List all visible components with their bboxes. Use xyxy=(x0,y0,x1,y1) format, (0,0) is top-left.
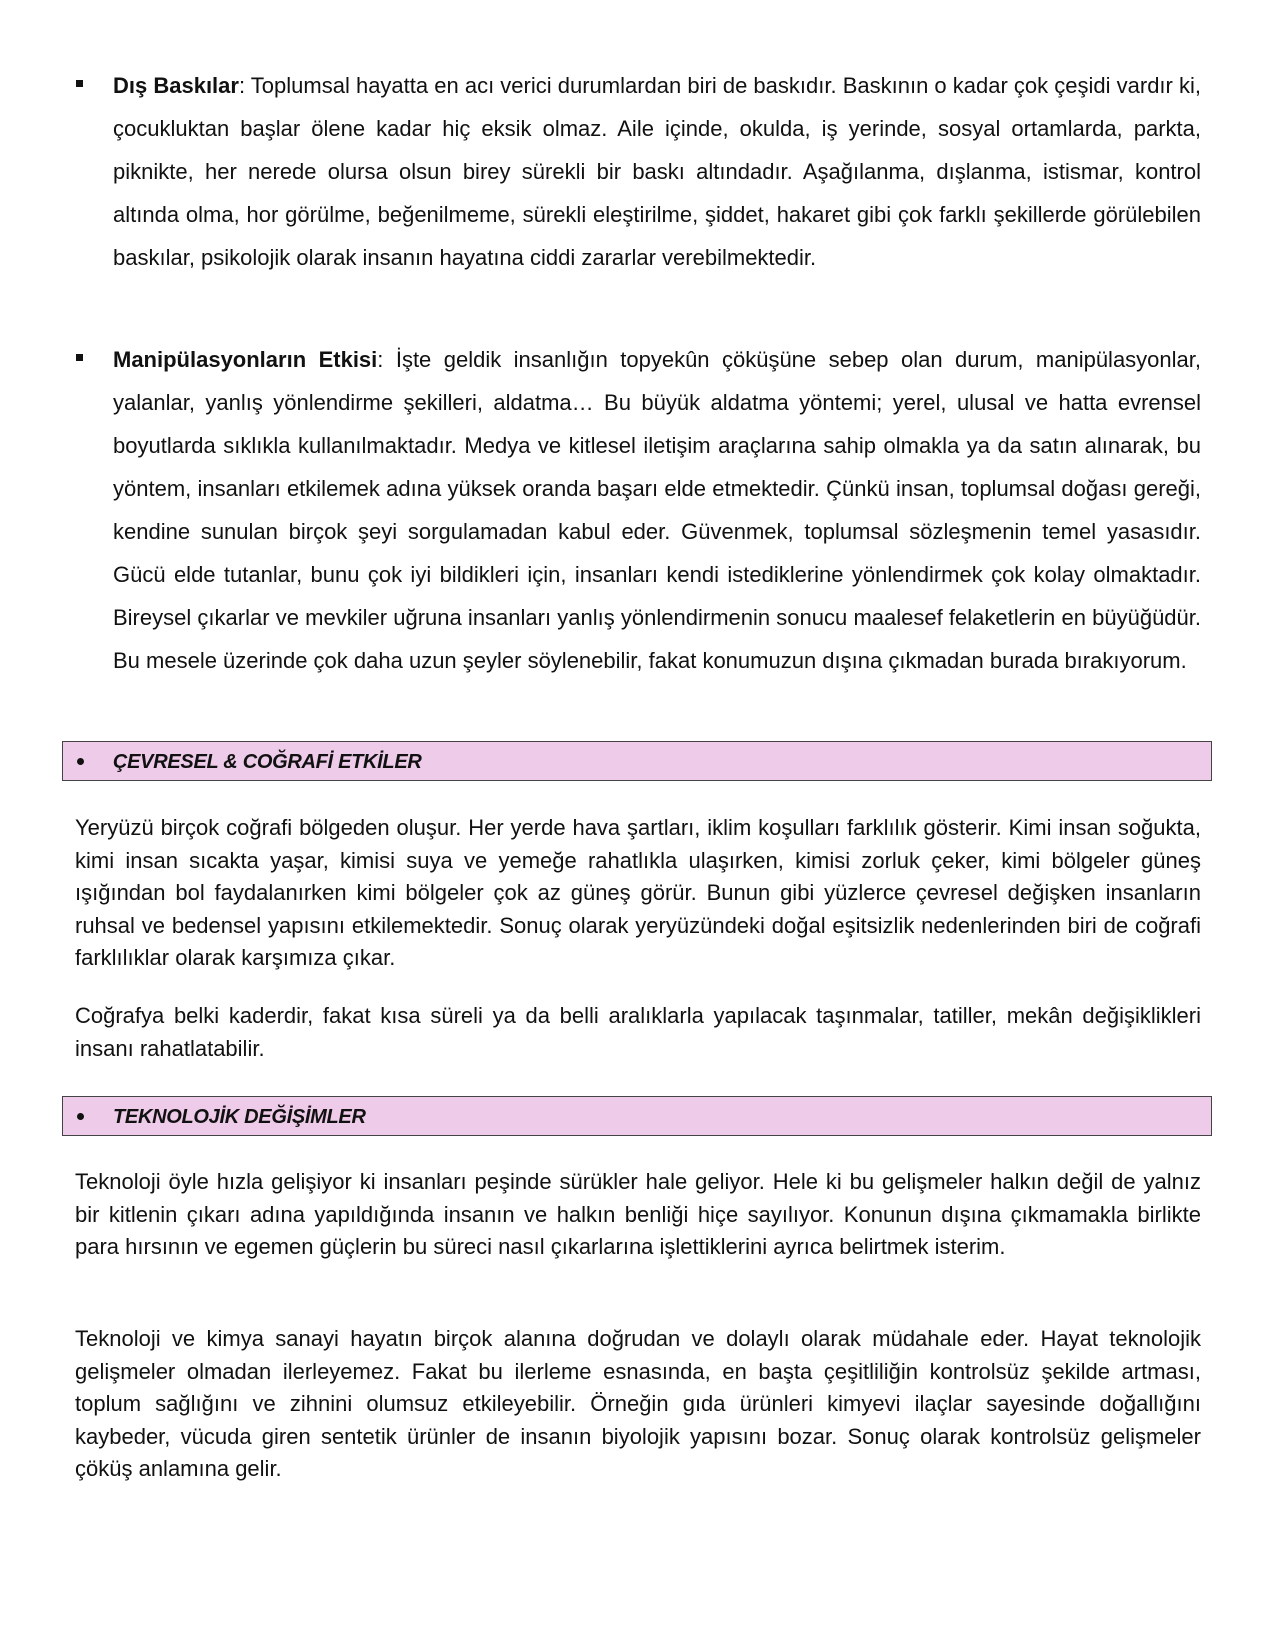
section-header-cevresel xyxy=(62,741,1212,781)
bullet-body: : Toplumsal hayatta en acı verici durumlardan biri de baskıdır. Baskının o kadar çok çeşidi vardır ki, çocukluktan başlar ölene kadar hiç eksik olmaz. Aile içinde, okulda, iş yerinde, sosyal ortamlarda, parkta, piknikte, her nerede olursa olsun birey sürekli bir baskı altındadır. Aşağılanma, dışlanma, istismar, kontrol altında olma, hor görülme, beğenilmeme, sürekli eleştirilme, şiddet, hakaret gibi çok farklı şekillerde görülebilen baskılar, psikolojik olarak insanın hayatına ciddi zararlar verebilmektedir. xyxy=(113,73,1201,270)
bullet-item-manipulasyon xyxy=(113,338,1201,682)
section-heading: TEKNOLOJİK DEĞİŞİMLER xyxy=(113,1106,366,1128)
section-heading: ÇEVRESEL & COĞRAFİ ETKİLER xyxy=(113,751,422,773)
bullet-item-dis-baskilar xyxy=(113,64,1201,279)
square-bullet-icon xyxy=(76,80,83,87)
paragraph: Teknoloji ve kimya sanayi hayatın birçok alanına doğrudan ve dolaylı olarak müdahale eder. Hayat teknolojik gelişmeler olmadan ilerleyemez. Fakat bu ilerleme esnasında, en başta çeşitliliğin kontrolsüz şekilde artması, toplum sağlığını ve zihnini olumsuz etkileyebilir. Örneğin gıda ürünleri kimyevi ilaçlar sayesinde doğallığını kaybeder, vücuda giren sentetik ürünler de insanın biyolojik yapısını bozar. Sonuç olarak kontrolsüz gelişmeler çöküş anlamına gelir. xyxy=(75,1326,1201,1481)
paragraph: Teknoloji öyle hızla gelişiyor ki insanları peşinde sürükler hale geliyor. Hele ki bu gelişmeler halkın değil de yalnız bir kitlenin çıkarı adına yapıldığında insanın ve halkın benliği hiçe sayılıyor. Konunun dışına çıkmamakla birlikte para hırsının ve egemen güçlerin bu süreci nasıl çıkarlarına işlettiklerini ayrıca belirtmek isterim. xyxy=(75,1169,1201,1259)
paragraph: Coğrafya belki kaderdir, fakat kısa süreli ya da belli aralıklarla yapılacak taşınmalar, tatiller, mekân değişiklikleri insanı rahatlatabilir. xyxy=(75,1003,1201,1061)
section-header-teknolojik xyxy=(62,1096,1212,1136)
paragraph: Yeryüzü birçok coğrafi bölgeden oluşur. Her yerde hava şartları, iklim koşulları farklılık gösterir. Kimi insan soğukta, kimi insan sıcakta yaşar, kimisi suya ve yemeğe rahatlıkla ulaşırken, kimisi zorluk çeker, kimi bölgeler güneş ışığından bol faydalanırken kimi bölgeler çok az güneş görür. Bunun gibi yüzlerce çevresel değişken insanların ruhsal ve bedensel yapısını etkilemektedir. Sonuç olarak yeryüzündeki doğal eşitsizlik nedenlerinden biri de coğrafi farklılıklar olarak karşımıza çıkar. xyxy=(75,815,1201,970)
bullet-title: Manipülasyonların Etkisi xyxy=(113,347,378,372)
bullet-body: : İşte geldik insanlığın topyekûn çöküşüne sebep olan durum, manipülasyonlar, yalanlar, yanlış yönlendirme şekilleri, aldatma… Bu büyük aldatma yöntemi; yerel, ulusal ve hatta evrensel boyutlarda sıklıkla kullanılmaktadır. Medya ve kitlesel iletişim araçlarına sahip olmakla ya da satın alınarak, bu yöntem, insanları etkilemek adına yüksek oranda başarı elde etmektedir. Çünkü insan, toplumsal doğası gereği, kendine sunulan birçok şeyi sorgulamadan kabul eder. Güvenmek, toplumsal sözleşmenin temel yasasıdır. Gücü elde tutanlar, bunu çok iyi bildikleri için, insanları kendi istediklerine yönlendirmek çok kolay olmaktadır. Bireysel çıkarlar ve mevkiler uğruna insanları yanlış yönlendirmenin sonucu maalesef felaketlerin en büyüğüdür. Bu mesele üzerinde çok daha uzun şeyler söylenebilir, fakat konumuzun dışına çıkmadan burada bırakıyorum. xyxy=(113,347,1202,673)
bullet-title: Dış Baskılar xyxy=(113,73,239,98)
square-bullet-icon xyxy=(76,354,83,361)
round-bullet-icon xyxy=(77,758,84,765)
round-bullet-icon xyxy=(77,1113,84,1120)
